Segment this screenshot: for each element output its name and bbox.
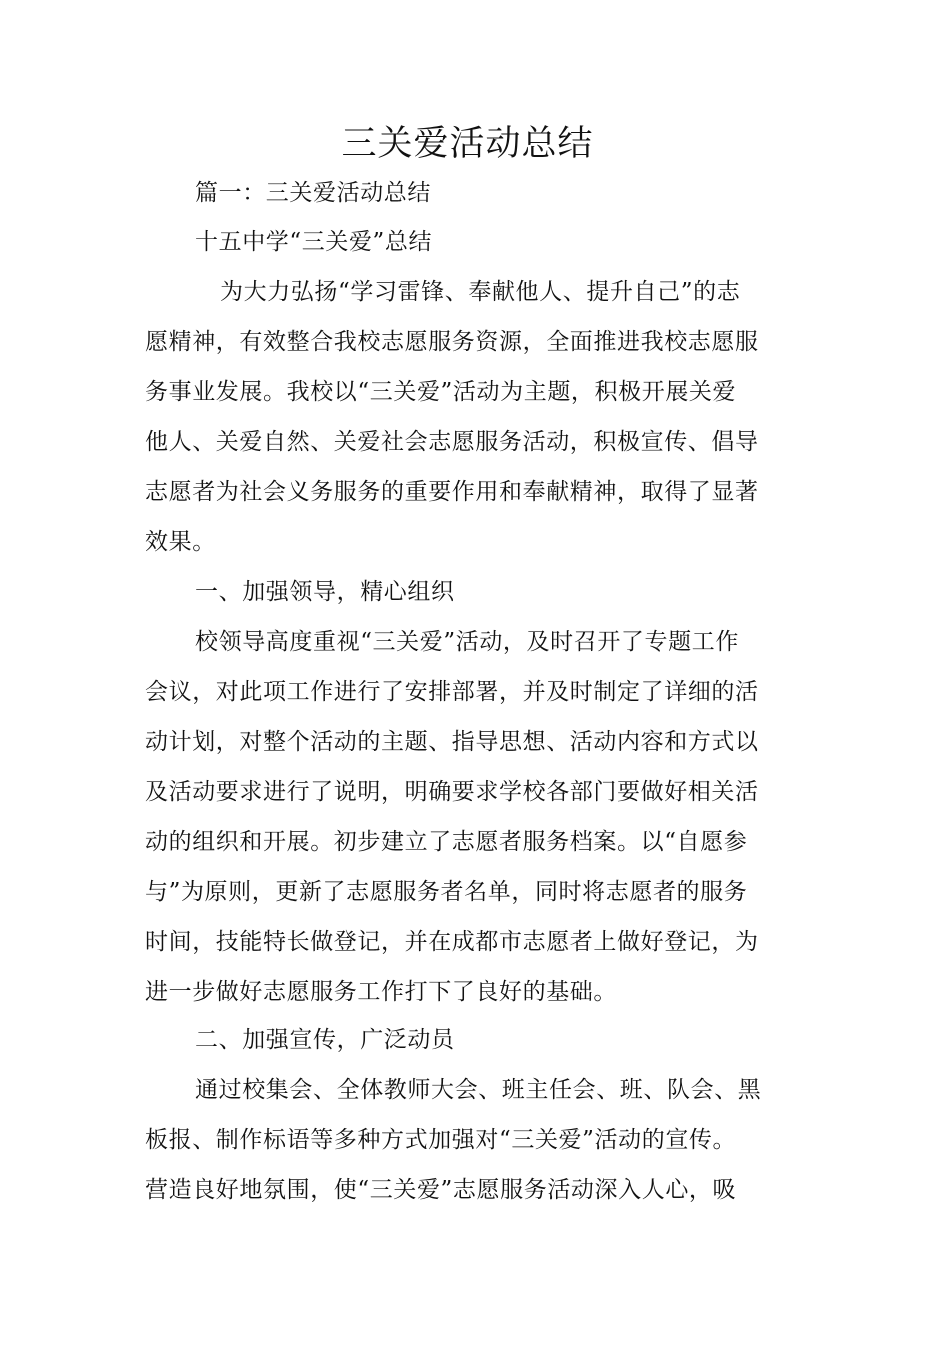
paragraph-line: 务事业发展。我校以“三关爱”活动为主题，积极开展关爱 [145, 379, 737, 405]
section-heading-one: 一、加强领导，精心组织 [195, 579, 455, 605]
paragraph-line: 会议，对此项工作进行了安排部署，并及时制定了详细的活 [145, 679, 759, 705]
subheading: 十五中学“三关爱”总结 [195, 229, 433, 255]
paragraph-line: 及活动要求进行了说明，明确要求学校各部门要做好相关活 [145, 779, 759, 805]
paragraph-line: 营造良好地氛围，使“三关爱”志愿服务活动深入人心，吸 [145, 1177, 737, 1203]
paragraph-line: 动计划，对整个活动的主题、指导思想、活动内容和方式以 [145, 729, 759, 755]
paragraph-line: 与”为原则，更新了志愿服务者名单，同时将志愿者的服务 [145, 879, 748, 905]
paragraph-line: 为大力弘扬“学习雷锋、奉献他人、提升自己”的志 [220, 279, 741, 305]
section-heading-two: 二、加强宣传，广泛动员 [195, 1027, 455, 1053]
paragraph-line: 校领导高度重视“三关爱”活动，及时召开了专题工作 [195, 629, 739, 655]
paragraph-line: 他人、关爱自然、关爱社会志愿服务活动，积极宣传、倡导 [145, 429, 759, 455]
paragraph-line: 进一步做好志愿服务工作打下了良好的基础。 [145, 979, 617, 1005]
paragraph-line: 志愿者为社会义务服务的重要作用和奉献精神，取得了显著 [145, 479, 759, 505]
paragraph-line: 动的组织和开展。初步建立了志愿者服务档案。以“自愿参 [145, 829, 748, 855]
paragraph-line: 通过校集会、全体教师大会、班主任会、班、队会、黑 [195, 1077, 762, 1103]
section-heading-part-one: 篇一：三关爱活动总结 [195, 180, 431, 206]
document-title: 三关爱活动总结 [341, 124, 594, 164]
paragraph-line: 板报、制作标语等多种方式加强对“三关爱”活动的宣传。 [145, 1127, 737, 1153]
paragraph-line: 愿精神，有效整合我校志愿服务资源，全面推进我校志愿服 [145, 329, 759, 355]
paragraph-line: 效果。 [145, 529, 216, 555]
paragraph-line: 时间，技能特长做登记，并在成都市志愿者上做好登记，为 [145, 929, 759, 955]
